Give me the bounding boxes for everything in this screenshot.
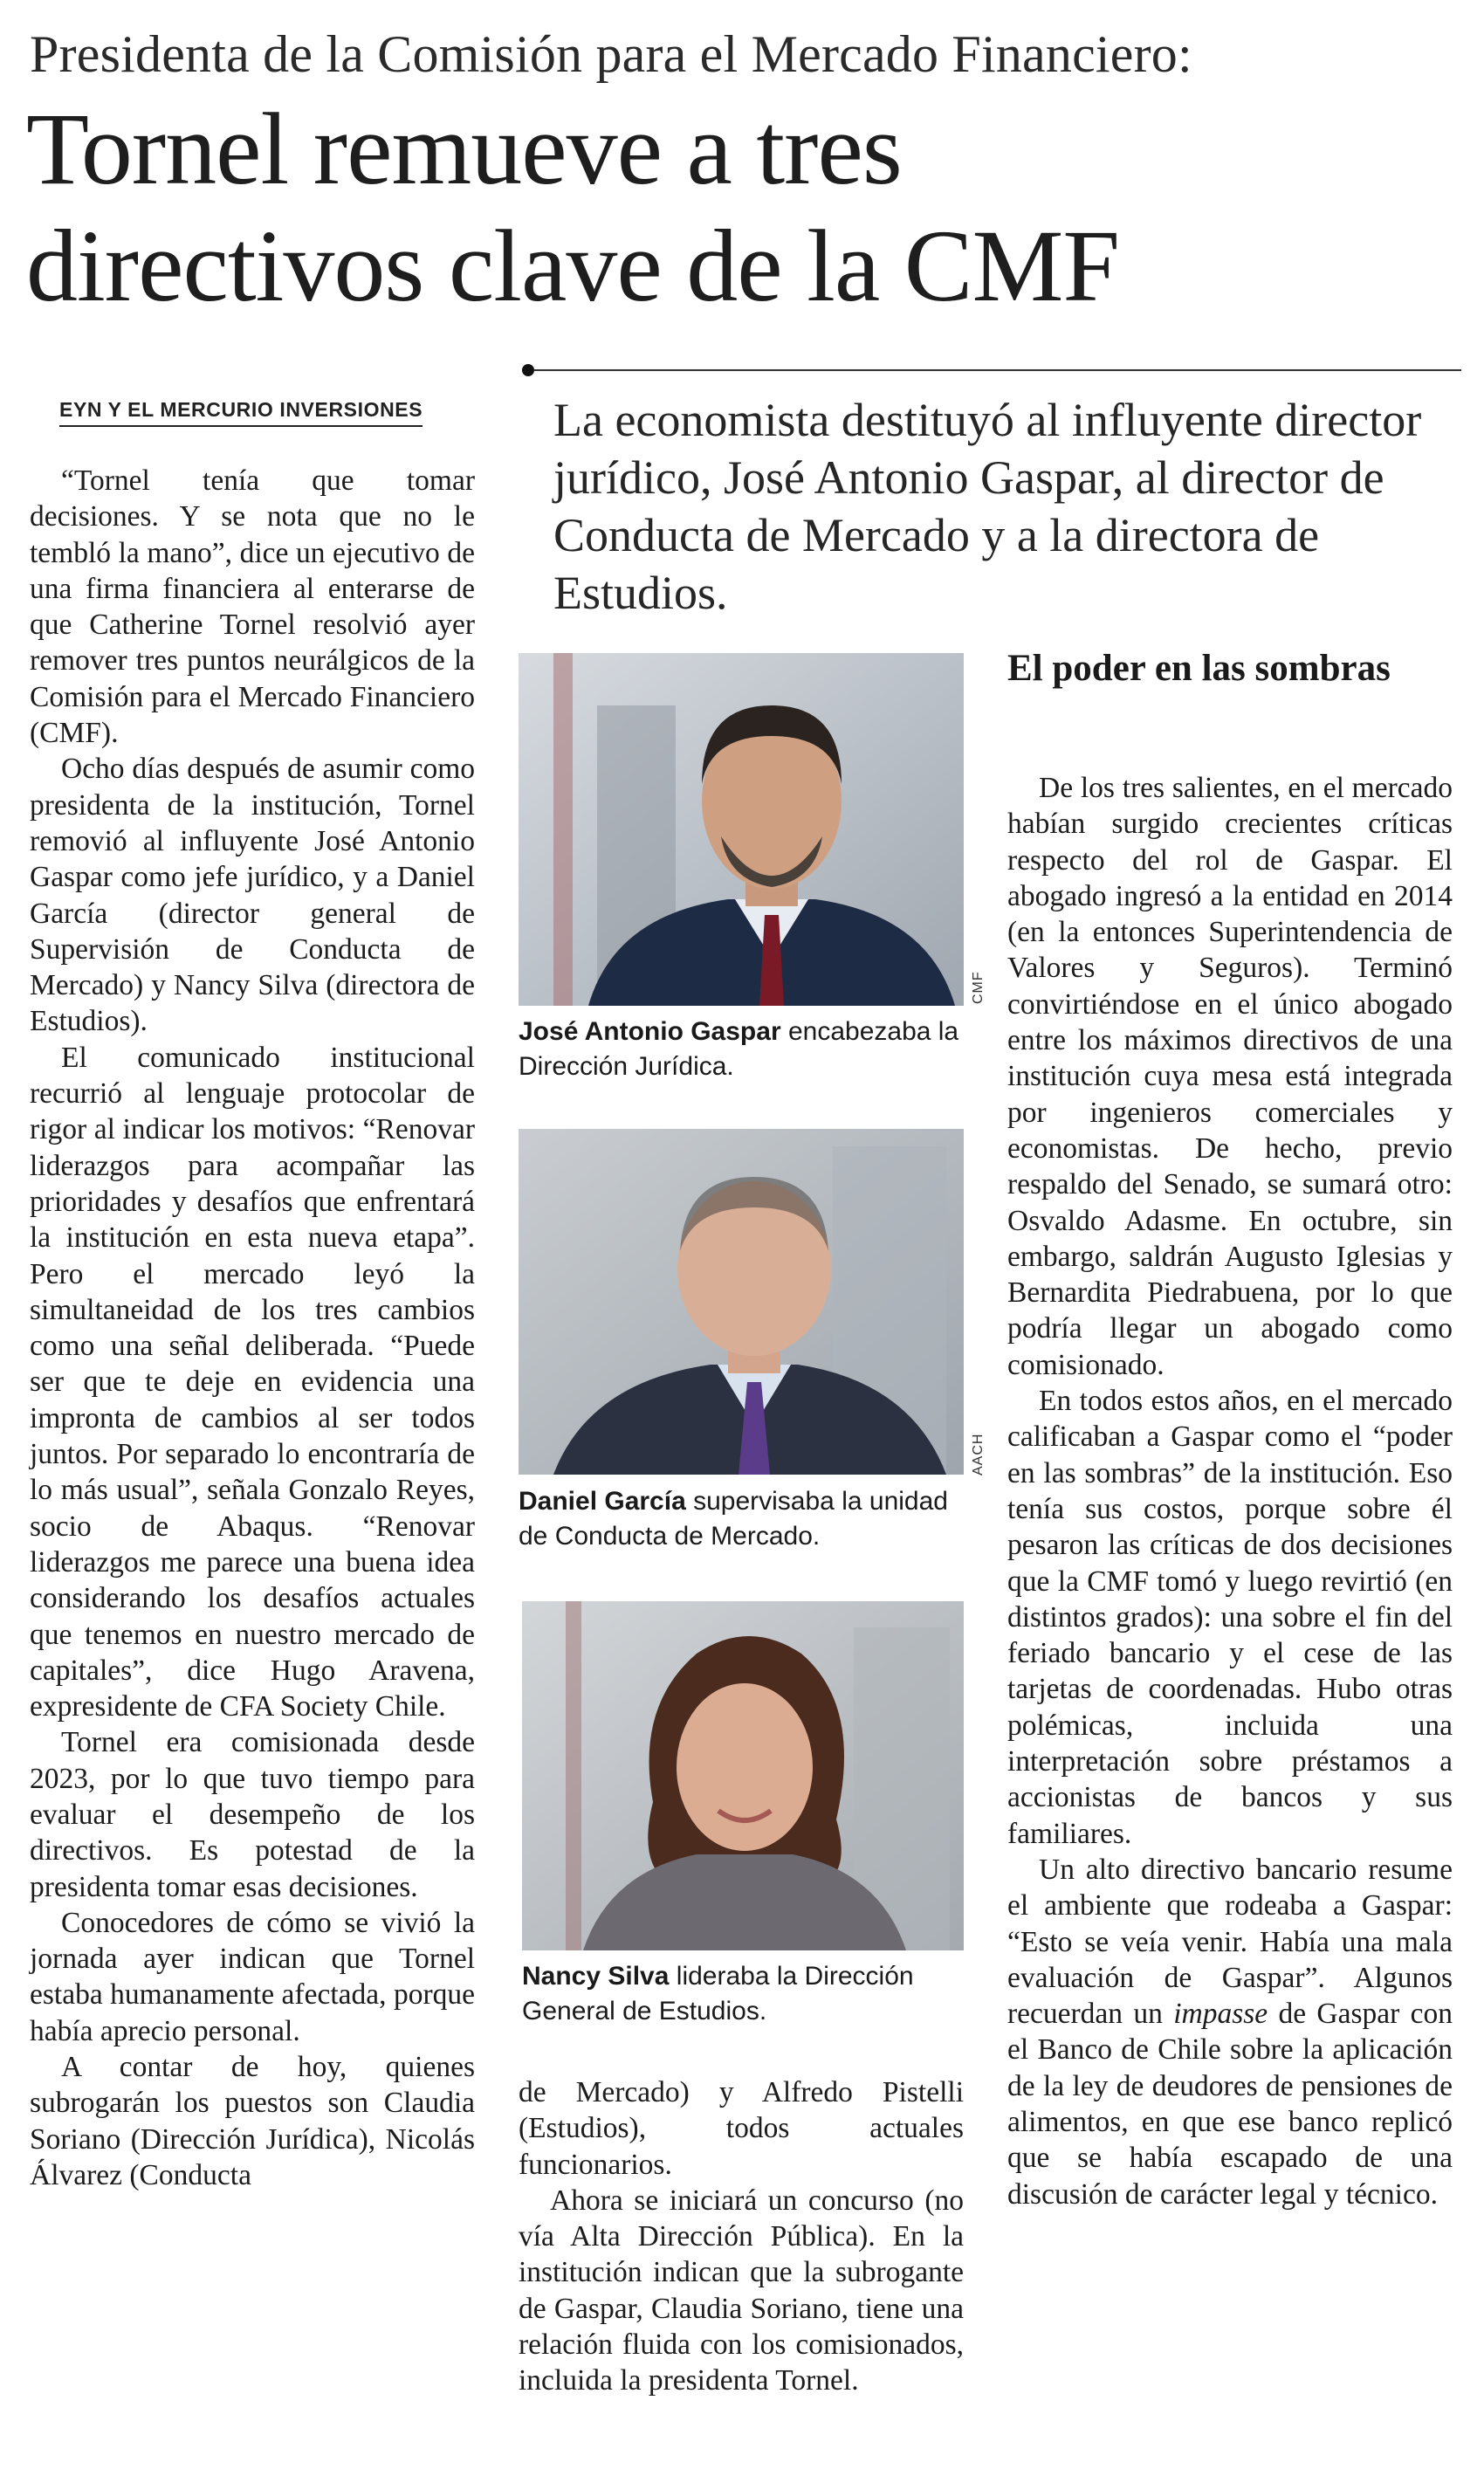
paragraph: Tornel era comisionada desde 2023, por lo que tuvo tiempo para evaluar el desempeño de los directivos. Es potestad de la presidenta tomar esas decisiones.	[30, 1726, 475, 1903]
photo-daniel-garcia	[519, 1129, 964, 1475]
caption-name: Nancy Silva	[522, 1962, 670, 1991]
headline-line-1: Tornel remueve a tres	[26, 92, 902, 206]
body-column-2	[519, 2074, 964, 2399]
dek-rule	[534, 369, 1461, 371]
caption-text: supervisaba la unidad de Conducta de Mercado.	[519, 1487, 948, 1551]
paragraph: De los tres salientes, en el mercado habían surgido crecientes críticas respecto del rol de Gaspar. El abogado ingresó a la entidad en 2014 (en la entonces Superintendencia de Valores y Seguros). Terminó convirtiéndose en el único abogado entre los máximos directivos de una institución cuya mesa está integrada por ingenieros comerciales y economistas. De hecho, previo respaldo del Senado, se sumará otro: Osvaldo Adasme. En octubre, sin embargo, saldrán Augusto Iglesias y Bernardita Piedrabuena, por lo que podría llegar un abogado como comisionado.	[1007, 772, 1453, 1381]
portrait-illustration	[519, 1129, 964, 1475]
photo-credit-1: CMF	[971, 971, 986, 1004]
paragraph: Ocho días después de asumir como presidenta de la institución, Tornel removió al influyente José Antonio Gaspar como jefe jurídico, y a Daniel García (director general de Supervisión de Conducta de Mercado) y Nancy Silva (directora de Estudios).	[30, 753, 475, 1038]
byline: EYN Y EL MERCURIO INVERSIONES	[59, 398, 423, 427]
portrait-illustration	[519, 653, 964, 1006]
photo-nancy-silva	[522, 1601, 964, 1950]
paragraph-text: Un alto directivo bancario resume el ambiente que rodeaba a Gaspar: “Esto se veía venir. Había una mala evaluación de Gaspar”. Algunos recuerdan un	[1007, 1853, 1453, 2031]
headline-line-2: directivos clave de la CMF	[26, 209, 1120, 323]
caption-name: José Antonio Gaspar	[519, 1017, 781, 1046]
paragraph: En todos estos años, en el mercado calificaban a Gaspar como el “poder en las sombras” de la institución. Eso tenía sus costos, porque sobre él pesaron las críticas de dos decisiones que la CMF tomó y luego revirtió (en distintos grados): una sobre el fin del feriado bancario y el cese de las tarjetas de coordenadas. Hubo otras polémicas, incluida una interpretación sobre préstamos a accionistas de bancos y sus familiares.	[1007, 1385, 1453, 1850]
portrait-illustration	[522, 1601, 964, 1950]
caption-name: Daniel García	[519, 1487, 686, 1516]
paragraph: Conocedores de cómo se vivió la jornada ayer indican que Tornel estaba humanamente afectada, porque había aprecio personal.	[30, 1906, 475, 2047]
paragraph	[1007, 1852, 1453, 2212]
paragraph-text: de Gaspar con el Banco de Chile sobre la aplicación de la ley de deudores de pensiones de alimentos, en que ese banco replicó que se había escapado de una discusión de carácter legal y técnico.	[1007, 1998, 1453, 2211]
paragraph: “Tornel tenía que tomar decisiones. Y se nota que no le tembló la mano”, dice un ejecutivo de una firma financiera al enterarse de que Catherine Tornel resolvió ayer remover tres puntos neurálgicos de la Comisión para el Mercado Financiero (CMF).	[30, 464, 475, 750]
caption-text: encabezaba la Dirección Jurídica.	[519, 1017, 959, 1081]
photo-caption-1	[519, 1015, 964, 1084]
italic-term: impasse	[1173, 1998, 1268, 2031]
photo-caption-2	[519, 1484, 964, 1554]
headline	[26, 91, 1458, 325]
kicker: Presidenta de la Comisión para el Mercado Financiero:	[30, 25, 1192, 83]
dek: La economista destituyó al influyente director jurídico, José Antonio Gaspar, al director de Conducta de Mercado y a la directora de Estudios.	[553, 394, 1422, 619]
caption-text: lideraba la Dirección General de Estudios.	[522, 1962, 914, 2026]
dek-bullet-dot	[522, 364, 534, 376]
subhead: El poder en las sombras	[1007, 648, 1391, 689]
paragraph: Ahora se iniciará un concurso (no vía Alta Dirección Pública). En la institución indican que la subrogante de Gaspar, Claudia Soriano, tiene una relación fluida con los comisionados, incluida la presidenta Tornel.	[519, 2184, 964, 2397]
paragraph: El comunicado institucional recurrió al lenguaje protocolar de rigor al indicar los motivos: “Renovar liderazgos para acompañar las prioridades y desafíos que enfrentará la institución en esta nueva etapa”. Pero el mercado leyó la simultaneidad de los tres cambios como una señal deliberada. “Puede ser que te deje en evidencia una impronta de cambios al ser todos juntos. Por separado lo encontraría de lo más usual”, señala Gonzalo Reyes, socio de Abaqus. “Renovar liderazgos me parece una buena idea considerando los desafíos actuales que tenemos en nuestro mercado de capitales”, dice Hugo Aravena, expresidente de CFA Society Chile.	[30, 1041, 475, 1723]
photo-jose-antonio-gaspar	[519, 653, 964, 1006]
paragraph: de Mercado) y Alfredo Pistelli (Estudios), todos actuales funcionarios.	[519, 2076, 964, 2181]
photo-caption-3	[522, 1959, 967, 2029]
paragraph: A contar de hoy, quienes subrogarán los puestos son Claudia Soriano (Dirección Jurídica), Nicolás Álvarez (Conducta	[30, 2051, 475, 2191]
body-column-1	[30, 463, 475, 2193]
body-column-3	[1007, 770, 1453, 2212]
photo-credit-2: AACH	[971, 1433, 986, 1475]
